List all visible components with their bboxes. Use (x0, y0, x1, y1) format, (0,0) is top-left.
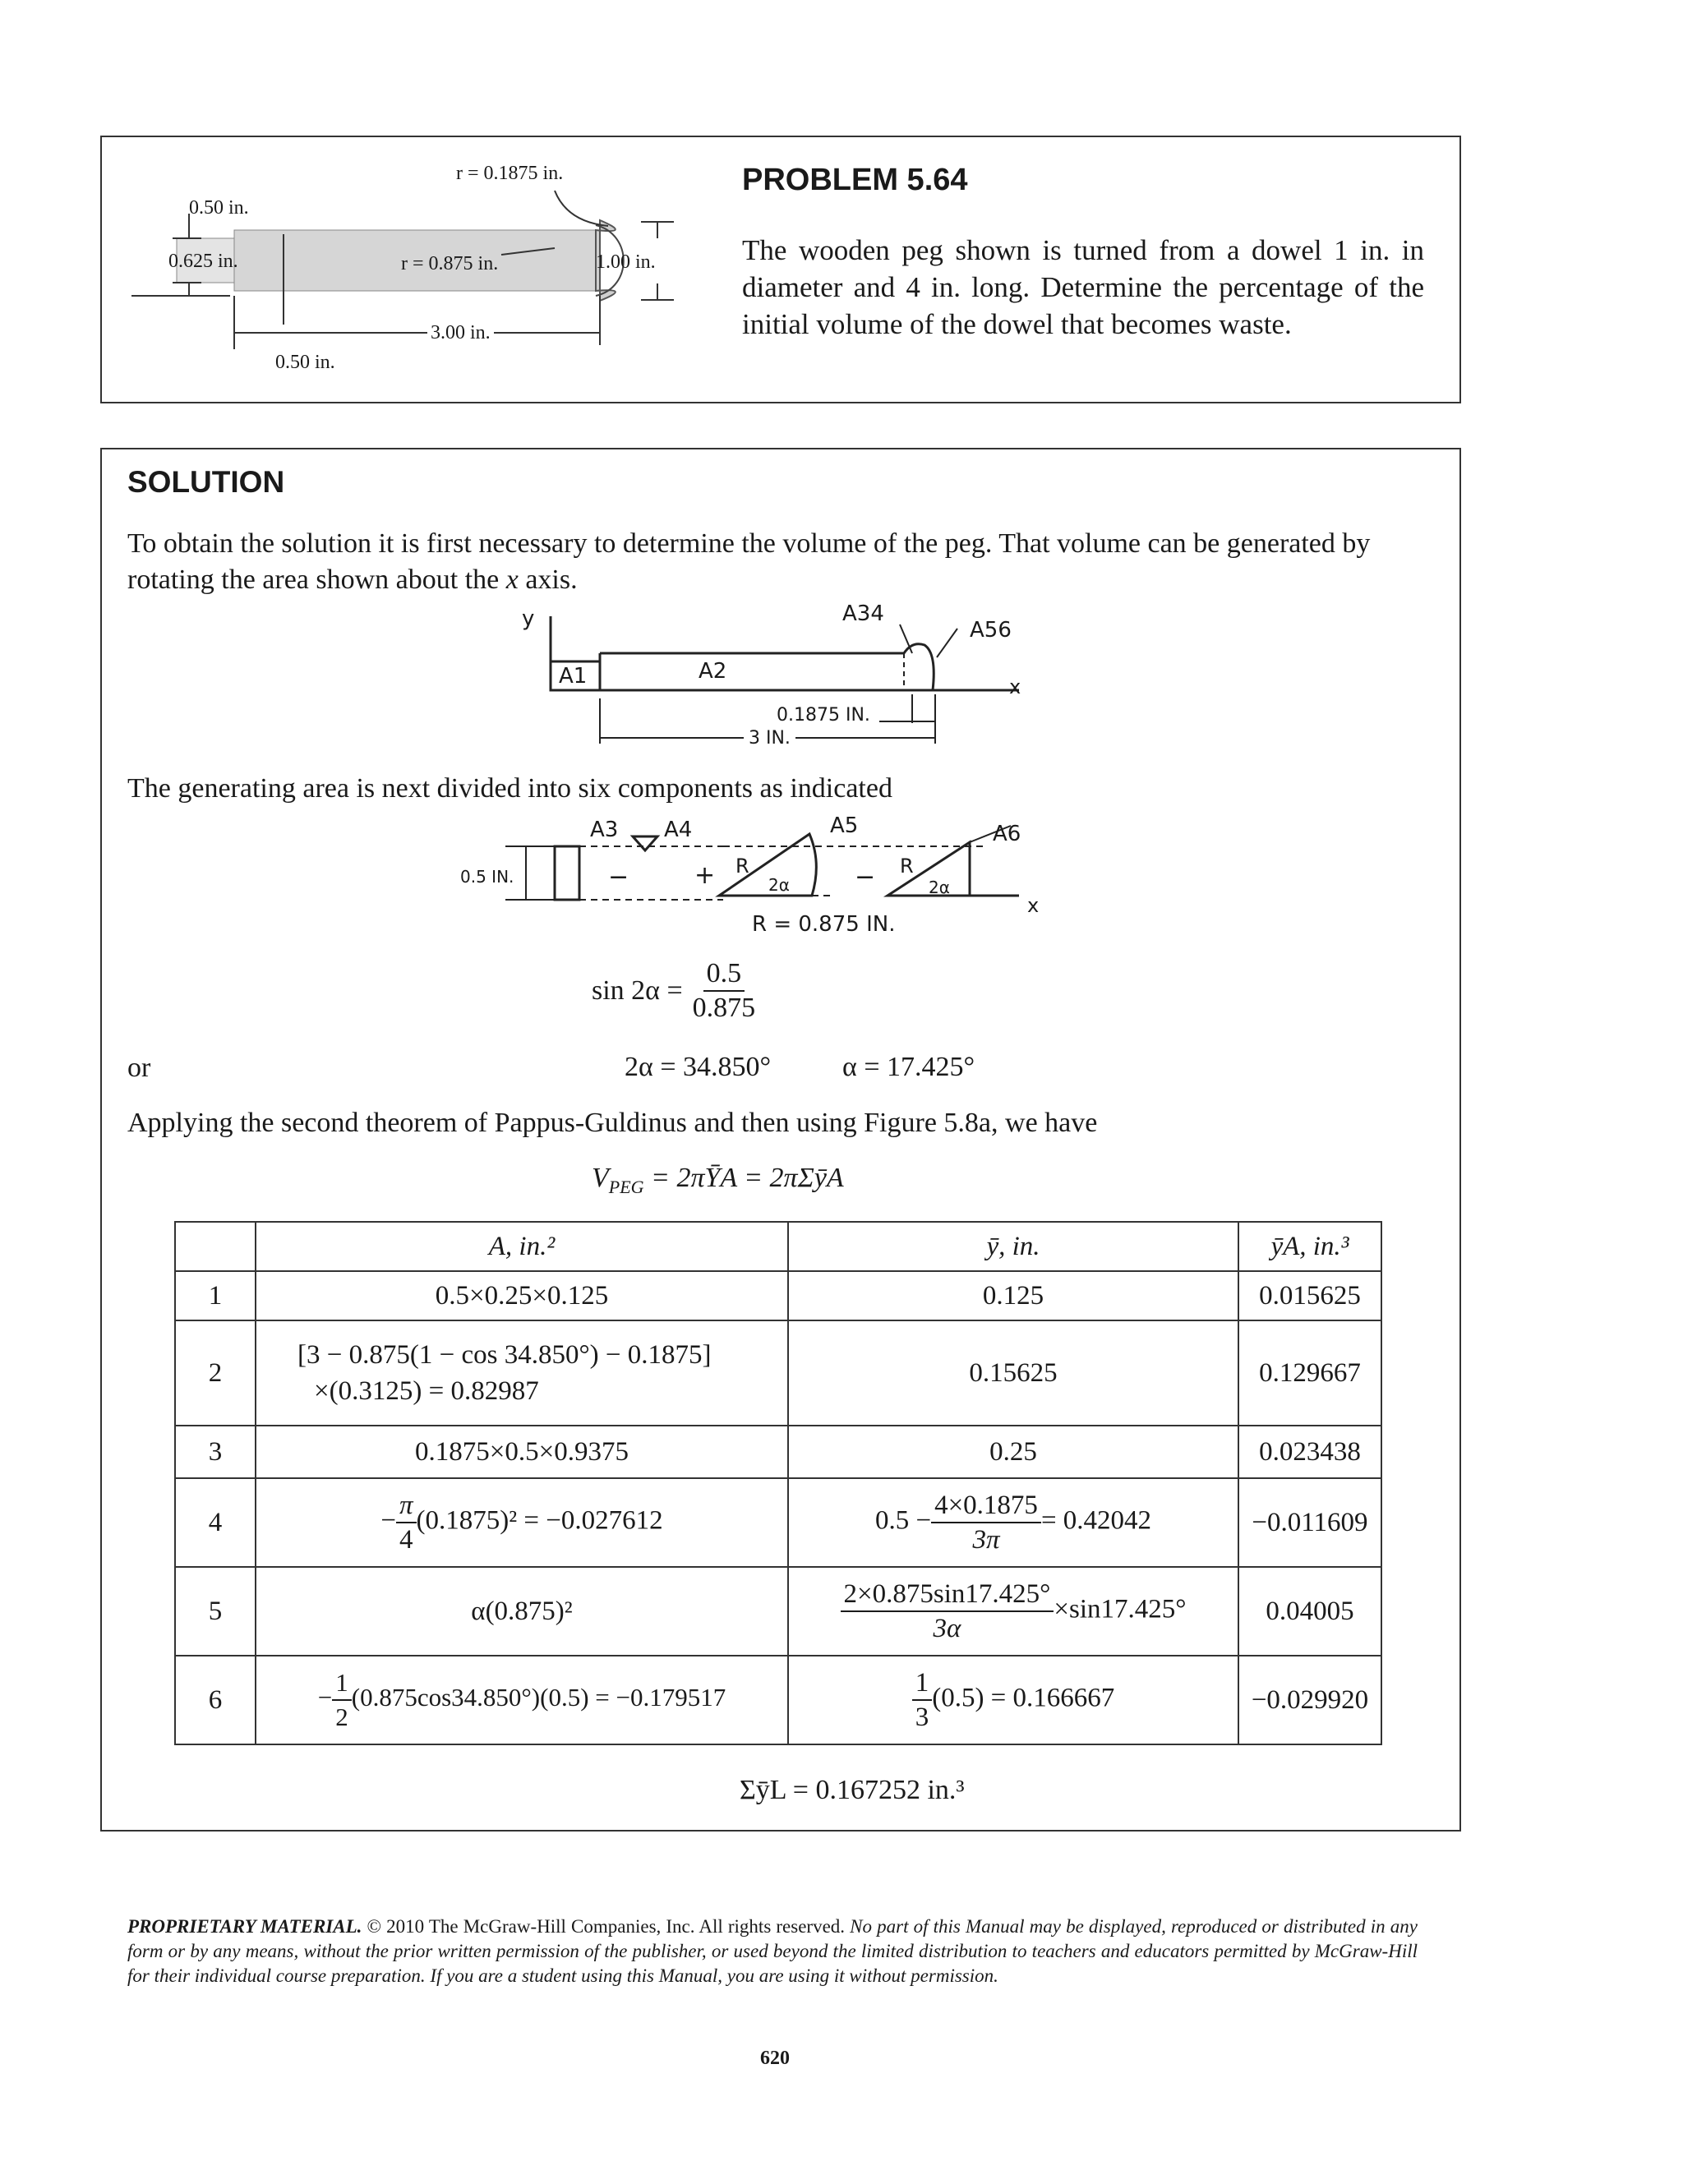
cell-area (256, 1478, 788, 1567)
cell-ya: −0.011609 (1238, 1478, 1381, 1567)
page-number: 620 (760, 2048, 790, 2069)
fig2-2alpha-1: 2α (768, 875, 790, 895)
area-den: 2 (335, 1703, 348, 1731)
y-pre: 0.5 − (874, 1505, 932, 1536)
table-header-row (175, 1222, 1381, 1271)
cell-ya: 0.04005 (1238, 1567, 1381, 1656)
components-figure (477, 813, 1068, 924)
y-num: 4×0.1875 (931, 1489, 1041, 1523)
cell-y (788, 1478, 1238, 1567)
fig2-x-label: x (1027, 894, 1040, 917)
pappus-text: Applying the second theorem of Pappus-Guldinus and then using Figure 5.8a, we have (127, 1108, 1098, 1138)
cell-ya: −0.029920 (1238, 1656, 1381, 1744)
fig2-plus: + (694, 861, 716, 890)
fig1-x-label: x (1009, 675, 1021, 698)
sum-result: ΣȳL = 0.167252 in.³ (740, 1775, 965, 1805)
y-post: = 0.42042 (1040, 1505, 1152, 1536)
y-frac (912, 1666, 933, 1734)
fig2-r-1: R (735, 855, 749, 878)
area-num: 1 (332, 1666, 352, 1701)
th-n (175, 1222, 256, 1271)
cell-y: 0.15625 (788, 1320, 1238, 1426)
fig1-dim-3: 3 IN. (744, 728, 795, 749)
results-table (174, 1221, 1382, 1745)
fig-dim-050-bottom: 0.50 in. (275, 352, 335, 373)
area-frac (332, 1666, 352, 1734)
cell-area: α(0.875)² (256, 1567, 788, 1656)
fig2-r-value: R = 0.875 IN. (752, 912, 896, 937)
footer-notice: No part of this Manual may be displayed, reproduced or distributed in any form or by any means, without the prior written permission of the publisher, or used beyond the limited distribution to teachers and educators permitted by McGraw-Hill for their individual course preparation. If you are a student using this Manual, you are using it without permission. (127, 1916, 1418, 1986)
area-frac (396, 1489, 417, 1556)
cell-n: 6 (175, 1656, 256, 1744)
table-row (175, 1478, 1381, 1567)
table-row (175, 1656, 1381, 1744)
table-row (175, 1271, 1381, 1320)
fig2-a3: A3 (590, 818, 619, 842)
y-post: (0.5) = 0.166667 (932, 1683, 1115, 1713)
footer-lead: PROPRIETARY MATERIAL. (127, 1916, 362, 1937)
fig2-a6: A6 (993, 822, 1021, 846)
cell-n: 2 (175, 1320, 256, 1426)
y-den: 3 (915, 1703, 929, 1732)
fig-r-large: r = 0.875 in. (401, 253, 499, 274)
cell-ya: 0.023438 (1238, 1426, 1381, 1478)
th-y: ȳ, in. (788, 1222, 1238, 1271)
fig-dim-300: 3.00 in. (427, 322, 494, 344)
vpeg-equation (592, 1163, 844, 1198)
sin-num: 0.5 (703, 957, 745, 992)
solution-title: SOLUTION (127, 465, 285, 499)
cell-y: 0.125 (788, 1271, 1238, 1320)
cell-n: 3 (175, 1426, 256, 1478)
area-den: 4 (399, 1525, 413, 1555)
cell-area: 0.5×0.25×0.125 (256, 1271, 788, 1320)
copyright-footer (127, 1914, 1418, 1988)
fig2-minus-2: − (855, 863, 876, 892)
fig-dim-050-top: 0.50 in. (189, 197, 249, 219)
fig-dim-100: 1.00 in. (596, 251, 656, 273)
fig-dim-0625: 0.625 in. (168, 251, 238, 272)
fig2-minus-1: − (608, 863, 629, 892)
problem-text: The wooden peg shown is turned from a dowel 1 in. in diameter and 4 in. long. Determine the percentage of the initial volume of the dowel that becomes waste. (742, 234, 1424, 340)
fig2-r-2: R (900, 855, 914, 878)
fig2-dim-05: 0.5 IN. (460, 867, 514, 887)
y-den: 3α (933, 1614, 961, 1643)
cell-n: 4 (175, 1478, 256, 1567)
area-pre: − (317, 1683, 333, 1712)
fig1-dim-small: 0.1875 IN. (777, 705, 870, 726)
sin-lhs: sin 2α = (592, 975, 683, 1006)
area-post: (0.875cos34.850°)(0.5) = −0.179517 (351, 1683, 726, 1712)
table-row (175, 1426, 1381, 1478)
angle-eq-1: 2α = 34.850° (625, 1052, 772, 1082)
cell-area-line1: [3 − 0.875(1 − cos 34.850°) − 0.1875] (297, 1340, 712, 1370)
cell-area (256, 1320, 788, 1426)
cell-area: 0.1875×0.5×0.9375 (256, 1426, 788, 1478)
footer-copyright: © 2010 The McGraw-Hill Companies, Inc. All rights reserved. (362, 1916, 851, 1937)
cell-ya: 0.015625 (1238, 1271, 1381, 1320)
cell-area-line2: ×(0.3125) = 0.82987 (314, 1376, 539, 1406)
problem-title: PROBLEM 5.64 (742, 163, 968, 197)
cell-y (788, 1567, 1238, 1656)
solution-intro (127, 526, 1418, 598)
cell-ya: 0.129667 (1238, 1320, 1381, 1426)
y-den: 3π (972, 1525, 1000, 1555)
sin-equation (592, 957, 759, 1025)
y-num: 1 (912, 1666, 933, 1701)
solution-intro-text: To obtain the solution it is first necessary to determine the volume of the peg. That volume can be generated by rotating the area shown about the (127, 528, 1371, 595)
fig1-a2: A2 (699, 659, 727, 684)
th-area: A, in.² (256, 1222, 788, 1271)
fig1-a34: A34 (842, 601, 884, 626)
solution-intro-axis: x (505, 564, 519, 595)
cell-n: 1 (175, 1271, 256, 1320)
fig1-a56: A56 (970, 618, 1012, 643)
sin-den: 0.875 (692, 993, 756, 1023)
cell-y (788, 1656, 1238, 1744)
angle-eq-2: α = 17.425° (842, 1052, 975, 1082)
y-frac (931, 1489, 1041, 1556)
y-post: ×sin17.425° (1054, 1594, 1187, 1624)
vpeg-rhs: = 2πȲA = 2πΣȳA (643, 1163, 844, 1193)
cell-area (256, 1656, 788, 1744)
fig2-a4: A4 (664, 818, 693, 842)
fig1-y-label: y (522, 606, 535, 631)
area-post: (0.1875)² = −0.027612 (416, 1505, 663, 1536)
or-label: or (127, 1053, 151, 1083)
th-ya: ȳA, in.³ (1238, 1222, 1381, 1271)
y-frac (841, 1578, 1054, 1645)
cell-y: 0.25 (788, 1426, 1238, 1478)
vpeg-sub: PEG (608, 1176, 644, 1197)
cell-n: 5 (175, 1567, 256, 1656)
area-pre: − (380, 1505, 396, 1536)
solution-intro-end: axis. (518, 564, 578, 595)
fig1-a1: A1 (559, 664, 588, 689)
fig-r-small: r = 0.1875 in. (456, 163, 564, 184)
vpeg-v: V (592, 1163, 609, 1193)
area-num: π (396, 1489, 417, 1523)
table-row (175, 1567, 1381, 1656)
divided-text: The generating area is next divided into six components as indicated (127, 773, 892, 804)
y-num: 2×0.875sin17.425° (841, 1578, 1054, 1612)
table-row (175, 1320, 1381, 1426)
fig2-2alpha-2: 2α (929, 878, 950, 897)
fig2-a5: A5 (830, 813, 859, 838)
sin-fraction (689, 957, 759, 1025)
